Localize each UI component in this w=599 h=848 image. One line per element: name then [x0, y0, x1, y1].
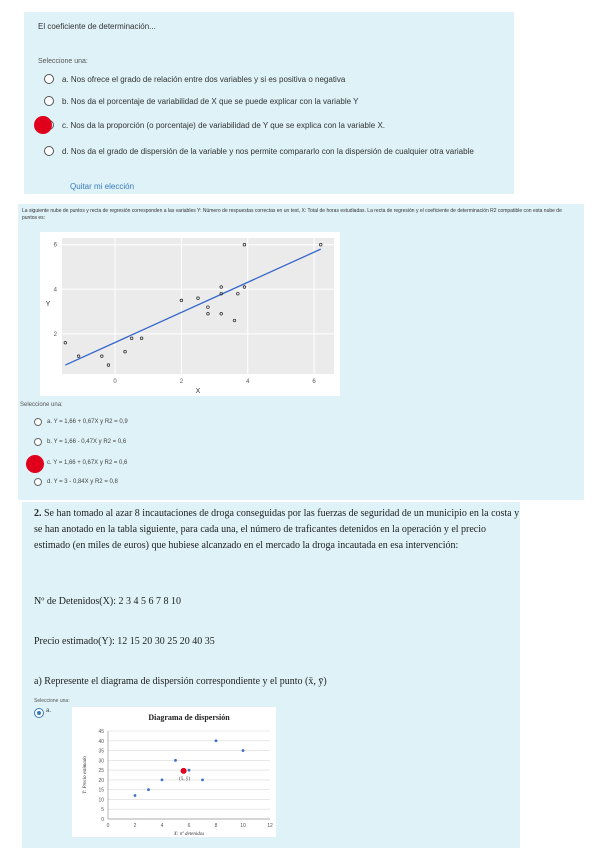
- option-b[interactable]: [34, 438, 126, 446]
- radio-button[interactable]: [34, 418, 42, 426]
- y-axis-label: Y: [45, 301, 51, 308]
- data-point: [188, 769, 191, 772]
- x-tick-label: 6: [187, 823, 191, 829]
- radio-button[interactable]: [44, 146, 54, 156]
- scatter-plot-panel: [40, 232, 340, 396]
- x-tick-label: 4: [246, 379, 250, 385]
- question-number: 2.: [34, 508, 42, 519]
- data-point: [201, 778, 204, 781]
- x-tick-label: 6: [312, 379, 316, 385]
- y-tick-label: 6: [53, 242, 57, 249]
- data-point: [174, 759, 177, 762]
- question-text: [34, 506, 520, 554]
- data-point: [161, 778, 164, 781]
- x-tick-label: 0: [113, 379, 117, 385]
- y-tick-label: 2: [53, 331, 57, 338]
- option-a[interactable]: [44, 74, 345, 84]
- x-tick-label: 4: [160, 823, 164, 829]
- radio-button[interactable]: [44, 96, 54, 106]
- x-tick-label: 12: [267, 823, 273, 829]
- y-tick-label: 20: [98, 777, 104, 784]
- x-axis-label: X: nº detenidos: [173, 832, 205, 837]
- data-point: [242, 749, 245, 752]
- scatter-plot: [40, 232, 340, 396]
- select-prompt: Seleccione una:: [20, 402, 63, 408]
- data-row-x: Nº de Detenidos(X): 2 3 4 5 6 7 8 10: [34, 596, 181, 607]
- option-label: a. Y = 1,66 + 0,67X y R2 = 0,9: [47, 419, 128, 425]
- option-d[interactable]: [34, 478, 118, 486]
- radio-button[interactable]: [34, 478, 42, 486]
- y-axis-label: Y: Precio estimado: [83, 756, 88, 794]
- y-tick-label: 15: [98, 787, 104, 794]
- data-point: [215, 739, 218, 742]
- question-text: La siguiente nube de puntos y recta de regresión corresponden a las variables Y: Número de respuestas correctas en un test, X: Total de horas estudiadas. La recta de regresión y el coeficiente de determinación R2 compatible con esta nube de puntos es:: [22, 208, 562, 221]
- red-marker-dot: [34, 116, 52, 134]
- radio-button-selected[interactable]: [34, 708, 44, 718]
- option-b[interactable]: [44, 96, 359, 106]
- x-tick-label: 2: [133, 823, 137, 829]
- radio-button[interactable]: [34, 438, 42, 446]
- option-a[interactable]: [34, 418, 128, 426]
- option-label: a.: [46, 708, 52, 714]
- x-tick-label: 2: [179, 379, 184, 385]
- x-axis-label: X: [195, 388, 201, 395]
- option-label: c. Nos da la proporción (o porcentaje) de variabilidad de Y que se explica con la variable X.: [62, 120, 386, 130]
- y-tick-label: 40: [98, 738, 104, 745]
- radio-button[interactable]: [44, 74, 54, 84]
- question-card-2: [18, 204, 584, 500]
- data-point: [147, 788, 150, 791]
- option-label: b. Nos da el porcentaje de variabilidad de X que se puede explicar con la variable Y: [62, 96, 359, 106]
- question-card-1: [24, 12, 514, 194]
- option-d[interactable]: [44, 146, 474, 156]
- option-c[interactable]: [34, 459, 127, 467]
- option-c[interactable]: [44, 120, 385, 130]
- option-label: d. Y = 3 - 0,84X y R2 = 0,8: [47, 479, 118, 485]
- y-tick-label: 4: [53, 287, 57, 294]
- data-row-y: Precio estimado(Y): 12 15 20 30 25 20 40 35: [34, 636, 215, 647]
- data-point: [134, 794, 137, 797]
- y-tick-label: 45: [98, 729, 104, 735]
- y-tick-label: 35: [98, 748, 104, 755]
- chart-title: Diagrama de dispersión: [148, 713, 230, 722]
- select-prompt: Seleccione una:: [38, 58, 88, 65]
- option-label: b. Y = 1,66 - 0,47X y R2 = 0,6: [47, 439, 127, 445]
- y-tick-label: 5: [101, 807, 104, 814]
- mean-point-label: (x̄, ȳ): [179, 776, 191, 782]
- y-tick-label: 10: [98, 797, 104, 804]
- part-a-instruction: a) Represente el diagrama de dispersión correspondiente y el punto (x̄, ȳ): [34, 676, 327, 687]
- select-prompt: Seleccione una:: [34, 698, 70, 704]
- question-card-3: [22, 502, 520, 848]
- x-tick-label: 8: [214, 823, 218, 829]
- mean-point: [181, 768, 187, 774]
- plot-background: [62, 238, 334, 374]
- y-tick-label: 0: [101, 817, 104, 823]
- option-label: c. Y = 1,66 + 0,67X y R2 = 0,6: [47, 460, 128, 466]
- scatter-chart-panel: [72, 707, 276, 837]
- option-label: d. Nos da el grado de dispersión de la variable y nos permite compararlo con la dispersión de cualquier otra variable: [62, 146, 474, 156]
- y-tick-label: 25: [98, 768, 104, 775]
- scatter-chart: [72, 707, 276, 837]
- question-text: El coeficiente de determinación...: [38, 22, 156, 31]
- clear-choice-link[interactable]: Quitar mi elección: [70, 182, 135, 191]
- y-tick-label: 30: [98, 758, 104, 765]
- option-label: a. Nos ofrece el grado de relación entre dos variables y si es positiva o negativa: [62, 74, 346, 84]
- x-tick-label: 0: [106, 823, 110, 829]
- red-marker-dot: [26, 455, 44, 473]
- x-tick-label: 10: [240, 823, 246, 829]
- question-body: Se han tomado al azar 8 incautaciones de droga conseguidas por las fuerzas de seguridad de un municipio en la costa y se han anotado en la tabla siguiente, para cada una, el número de traficantes detenidos en la operación y el precio estimado (en miles de euros) que hubiese alcanzado en el mercado la droga incautada en esa intervención:: [34, 508, 520, 551]
